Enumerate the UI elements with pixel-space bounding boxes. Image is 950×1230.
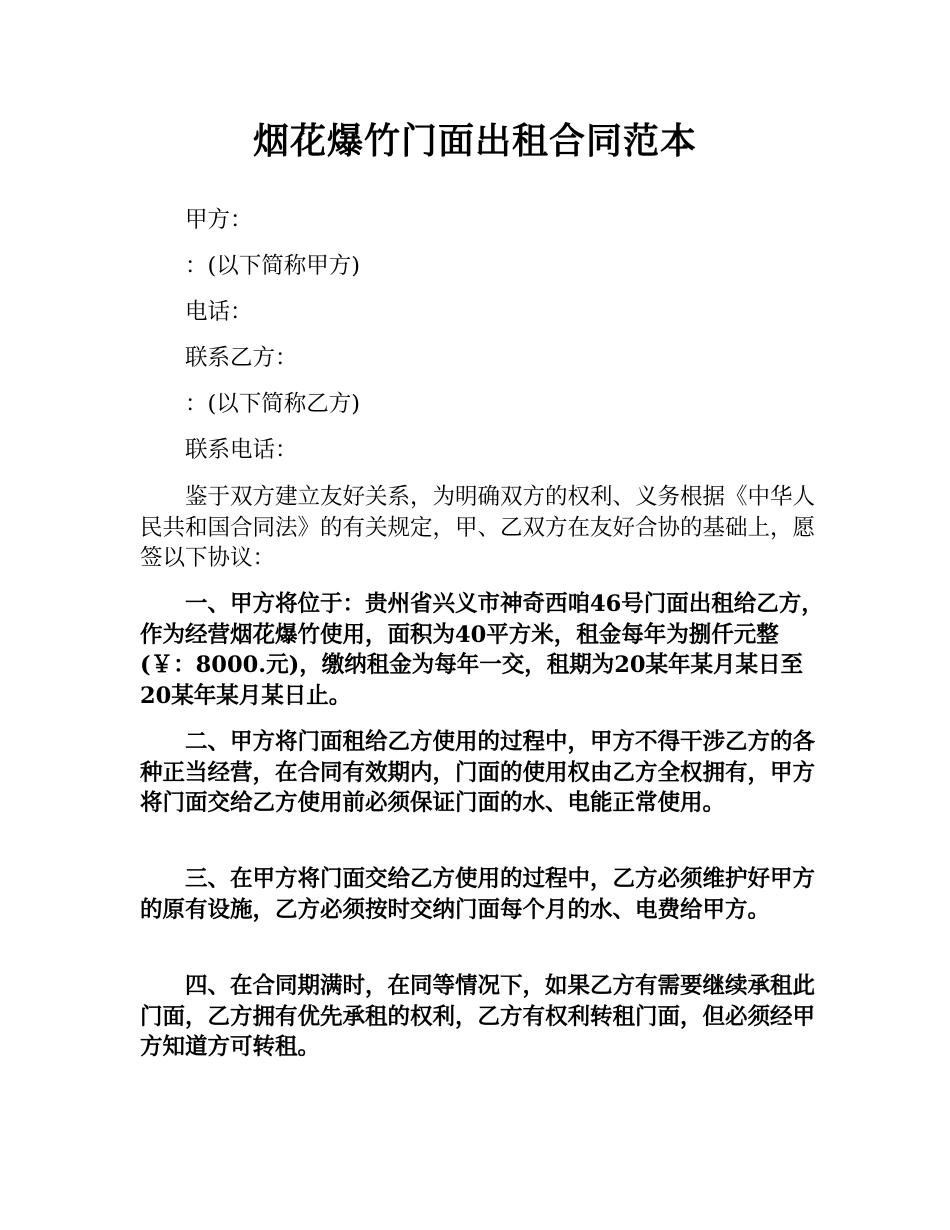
party-a-alias: ：(以下简称甲方) <box>185 253 361 279</box>
clause-4: 四、在合同期满时，在同等情况下，如果乙方有需要继续承租此门面，乙方拥有优先承租的权利，乙方有权利转租门面，但必须经甲方知道方可转租。 <box>140 973 816 1060</box>
contact-phone-label: 联系电话： <box>185 437 298 463</box>
party-b-alias: ：(以下简称乙方) <box>185 391 361 417</box>
clause-3: 三、在甲方将门面交给乙方使用的过程中，乙方必须维护好甲方的原有设施，乙方必须按时交纳门面每个月的水、电费给甲方。 <box>140 866 816 923</box>
party-b-label: 联系乙方： <box>185 345 298 371</box>
clause-1: 一、甲方将位于：贵州省兴义市神奇西咱46号门面出租给乙方，作为经营烟花爆竹使用，面积为40平方米，租金每年为捌仟元整(￥：8000.元)，缴纳租金为每年一交，租期为20某年某月某日至20某年某月某日止。 <box>140 591 824 709</box>
party-a-label: 甲方： <box>185 207 253 233</box>
clause-2: 二、甲方将门面租给乙方使用的过程中，甲方不得干涉乙方的各种正当经营，在合同有效期内，门面的使用权由乙方全权拥有，甲方将门面交给乙方使用前必须保证门面的水、电能正常使用。 <box>140 729 816 816</box>
document-title: 烟花爆竹门面出租合同范本 <box>252 121 697 162</box>
phone-label: 电话： <box>185 299 253 325</box>
intro-paragraph: 鉴于双方建立友好关系，为明确双方的权利、义务根据《中华人民共和国合同法》的有关规定，甲、乙双方在友好合协的基础上，愿签以下协议： <box>140 484 816 571</box>
